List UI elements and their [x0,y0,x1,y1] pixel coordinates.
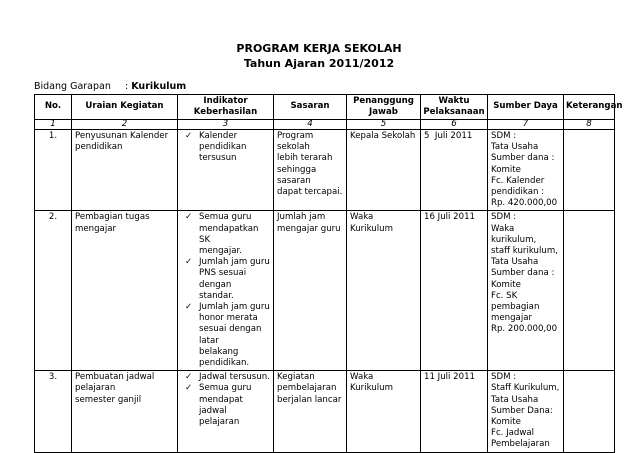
indikator-line: Jumlah jam guru [199,257,270,268]
uraian-line: Pembuatan jadwal pelajaran [75,372,155,394]
table-row [35,211,615,371]
uraian-line: semester ganjil [75,394,142,405]
cell-keterangan [564,371,615,452]
cell-no: 3. [35,371,72,452]
check-icon: ✓ [185,302,193,313]
bidang-value: Kurikulum [131,81,187,92]
col-header-keterangan: Keterangan [564,95,615,120]
col-header-waktu: Waktu Pelaksanaan [421,95,488,120]
indikator-line: mendapat jadwal [199,394,243,416]
col-number: 7 [488,120,564,130]
sumber-line: Rp. 200.000,00 [491,324,558,335]
col-number: 6 [421,120,488,130]
cell-penanggung-jawab: Waka Kurikulum [347,211,421,371]
sumber-line: staff kurikulum, [491,246,558,257]
cell-keterangan [564,211,615,371]
indikator-line: Jadwal tersusun. [199,372,270,383]
col-number: 4 [274,120,347,130]
col-number: 5 [347,120,421,130]
cell-waktu: 11 Juli 2011 [421,371,488,452]
indikator-line: Semua guru [199,212,252,223]
col-number: 8 [564,120,615,130]
col-number: 1 [35,120,72,130]
sumber-line: Tata Usaha [491,142,539,153]
indikator-line: Semua guru [199,383,252,394]
table-body [35,130,615,453]
sumber-line: SDM : [491,372,517,383]
cell-sasaran [274,130,347,211]
cell-indikator [178,130,274,211]
cell-uraian [72,130,178,211]
col-number: 3 [178,120,274,130]
sumber-line: Komite [491,164,521,175]
cell-sumber-daya [488,211,564,371]
col-header-no: No. [35,95,72,120]
column-number-row [35,120,615,130]
cell-waktu: 5 Juli 2011 [421,130,488,211]
sasaran-line: mengajar guru [277,223,341,234]
indikator-line: pendidikan [199,142,247,153]
sumber-line: Rp. 420.000,00 [491,198,558,209]
bidang-value-wrap [125,81,186,92]
header-row [35,95,615,120]
indikator-line: PNS sesuai dengan [199,268,247,290]
indikator-line: belakang [199,346,239,357]
indikator-list [181,131,270,165]
col-header-uraian: Uraian Kegiatan [72,95,178,120]
uraian-line: Pembagian tugas mengajar [75,212,150,234]
indikator-item [181,372,270,383]
col-header-sumber: Sumber Daya [488,95,564,120]
sasaran-line: sehingga sasaran [277,164,317,186]
program-table [34,94,623,453]
col-header-indikator: Indikator Keberhasilan [178,95,274,120]
check-icon: ✓ [185,257,193,268]
indikator-line: Jumlah jam guru [199,302,270,313]
cell-indikator [178,211,274,371]
cell-no: 2. [35,211,72,371]
sasaran-line: Program sekolah [277,131,314,153]
cell-uraian [72,211,178,371]
indikator-list [181,212,270,369]
table-row [35,130,615,211]
col-number: 2 [72,120,178,130]
cell-sasaran [274,211,347,371]
sumber-line: pendidikan : [491,187,545,198]
check-icon: ✓ [185,372,193,383]
sumber-line: Komite [491,279,521,290]
cell-penanggung-jawab: Waka Kurikulum [347,371,421,452]
cell-sumber-daya [488,130,564,211]
sumber-line: Staff Kurikulum, [491,383,560,394]
uraian-line: Penyusunan Kalender [75,131,169,141]
sasaran-line: berjalan lancar [277,394,342,405]
cell-keterangan [564,130,615,211]
cell-sasaran [274,371,347,452]
cell-sumber-daya [488,371,564,452]
col-header-sasaran: Sasaran [274,95,347,120]
indikator-line: honor merata [199,313,258,324]
sumber-line: Tata Usaha [491,394,539,405]
sumber-line: mengajar [491,313,533,324]
sumber-line: Fc. Jadwal [491,428,535,439]
sasaran-line: Jumlah jam [277,212,326,223]
cell-indikator [178,371,274,452]
indikator-list [181,372,270,428]
sumber-line: Tata Usaha [491,257,539,268]
bidang-separator: : [125,81,129,92]
sasaran-line: dapat tercapai. [277,187,343,198]
cell-no: 1. [35,130,72,211]
uraian-line: pendidikan [75,142,123,153]
sumber-line: SDM : [491,212,517,223]
sumber-line: Fc. Kalender [491,175,545,186]
sumber-line: Sumber Dana: [491,405,553,416]
indikator-item [181,131,270,165]
cell-penanggung-jawab: Kepala Sekolah [347,130,421,211]
sumber-line: Komite [491,417,521,428]
cell-waktu: 16 Juli 2011 [421,211,488,371]
sumber-line: SDM : [491,131,517,141]
sumber-line: Waka kurikulum, [491,223,537,245]
indikator-line: standar. [199,290,234,301]
document-title: PROGRAM KERJA SEKOLAH [236,42,402,55]
indikator-line: mendapatkan SK [199,223,259,245]
indikator-line: pelajaran [199,417,240,428]
indikator-line: tersusun [199,153,237,164]
sumber-line: Pembelajaran [491,439,550,450]
check-icon: ✓ [185,383,193,394]
check-icon: ✓ [185,131,193,141]
bidang-label: Bidang Garapan [34,81,111,92]
table-row [35,371,615,452]
sasaran-line: Kegiatan [277,372,315,383]
indikator-item [181,257,270,302]
check-icon: ✓ [185,212,193,223]
col-header-penanggung: Penanggung Jawab [347,95,421,120]
bidang-garapan [34,81,187,92]
indikator-line: sesuai dengan latar [199,324,262,346]
sasaran-line: lebih terarah [277,153,333,164]
indikator-line: pendidikan. [199,358,250,369]
sumber-line: Fc. SK pembagian [491,290,540,313]
cell-uraian [72,371,178,452]
document-subtitle: Tahun Ajaran 2011/2012 [243,57,395,70]
indikator-line: Kalender [199,131,238,141]
indikator-item [181,302,270,369]
sumber-line: Sumber dana : [491,268,555,279]
indikator-item [181,383,270,428]
sasaran-line: pembelajaran [277,383,337,394]
indikator-item [181,212,270,257]
indikator-line: mengajar. [199,246,242,257]
sumber-line: Sumber dana : [491,153,555,164]
